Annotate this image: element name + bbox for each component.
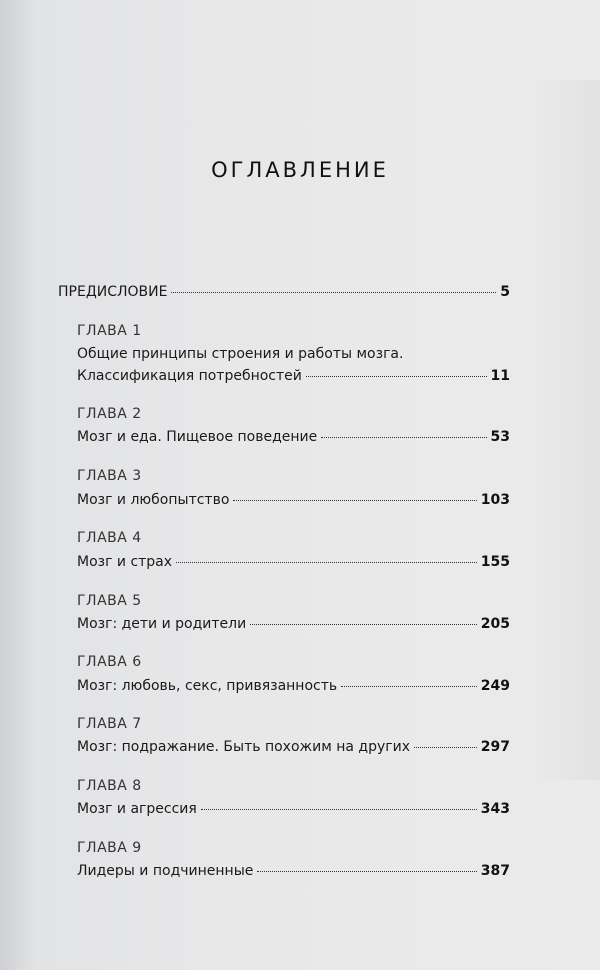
chapter-1-page-number: 11 bbox=[490, 368, 510, 384]
chapter-7-label: ГЛАВА 7 bbox=[77, 716, 142, 732]
toc-entry-chapter-3 bbox=[77, 492, 510, 508]
chapter-6-page-number: 249 bbox=[480, 678, 510, 694]
leader-dots bbox=[176, 562, 477, 563]
toc-entry-chapter-1 bbox=[77, 368, 510, 384]
toc-entry-chapter-2 bbox=[77, 429, 510, 445]
chapter-3-title: Мозг и любопытство bbox=[77, 492, 230, 508]
chapter-1-title-line1: Общие принципы строения и работы мозга. bbox=[77, 346, 404, 362]
leader-dots bbox=[321, 437, 486, 438]
chapter-8-page-number: 343 bbox=[480, 801, 510, 817]
chapter-2-page-number: 53 bbox=[490, 429, 510, 445]
leader-dots bbox=[414, 747, 477, 748]
chapter-9-page-number: 387 bbox=[480, 863, 510, 879]
chapter-3-label: ГЛАВА 3 bbox=[77, 468, 142, 484]
toc-entry-chapter-5 bbox=[77, 616, 510, 632]
toc-entry-chapter-9 bbox=[77, 863, 510, 879]
preface-label: ПРЕДИСЛОВИЕ bbox=[58, 284, 168, 300]
toc-entry-chapter-6 bbox=[77, 678, 510, 694]
chapter-1-title-line2: Классификация потребностей bbox=[77, 368, 302, 384]
leader-dots bbox=[233, 500, 476, 501]
chapter-8-title: Мозг и агрессия bbox=[77, 801, 197, 817]
leader-dots bbox=[250, 624, 477, 625]
toc-entry-chapter-8 bbox=[77, 801, 510, 817]
leader-dots bbox=[341, 686, 477, 687]
toc-entry-chapter-7 bbox=[77, 739, 510, 755]
toc-entry-chapter-4 bbox=[77, 554, 510, 570]
chapter-6-label: ГЛАВА 6 bbox=[77, 654, 142, 670]
chapter-9-title: Лидеры и подчиненные bbox=[77, 863, 254, 879]
toc-title: ОГЛАВЛЕНИЕ bbox=[211, 158, 389, 182]
chapter-9-label: ГЛАВА 9 bbox=[77, 840, 142, 856]
toc-entry-preface bbox=[58, 284, 510, 300]
chapter-5-label: ГЛАВА 5 bbox=[77, 593, 142, 609]
chapter-8-label: ГЛАВА 8 bbox=[77, 778, 142, 794]
chapter-1-label: ГЛАВА 1 bbox=[77, 323, 142, 339]
leader-dots bbox=[306, 376, 487, 377]
chapter-5-page-number: 205 bbox=[480, 616, 510, 632]
chapter-3-page-number: 103 bbox=[480, 492, 510, 508]
leader-dots bbox=[201, 809, 477, 810]
leader-dots bbox=[257, 871, 476, 872]
chapter-7-title: Мозг: подражание. Быть похожим на других bbox=[77, 739, 411, 755]
chapter-4-page-number: 155 bbox=[480, 554, 510, 570]
chapter-2-label: ГЛАВА 2 bbox=[77, 406, 142, 422]
leader-dots bbox=[171, 292, 496, 293]
chapter-6-title: Мозг: любовь, секс, привязанность bbox=[77, 678, 338, 694]
bleed-through-shadow bbox=[530, 80, 600, 780]
chapter-4-label: ГЛАВА 4 bbox=[77, 530, 142, 546]
preface-page-number: 5 bbox=[500, 284, 510, 300]
chapter-5-title: Мозг: дети и родители bbox=[77, 616, 247, 632]
chapter-7-page-number: 297 bbox=[480, 739, 510, 755]
chapter-4-title: Мозг и страх bbox=[77, 554, 173, 570]
chapter-2-title: Мозг и еда. Пищевое поведение bbox=[77, 429, 318, 445]
